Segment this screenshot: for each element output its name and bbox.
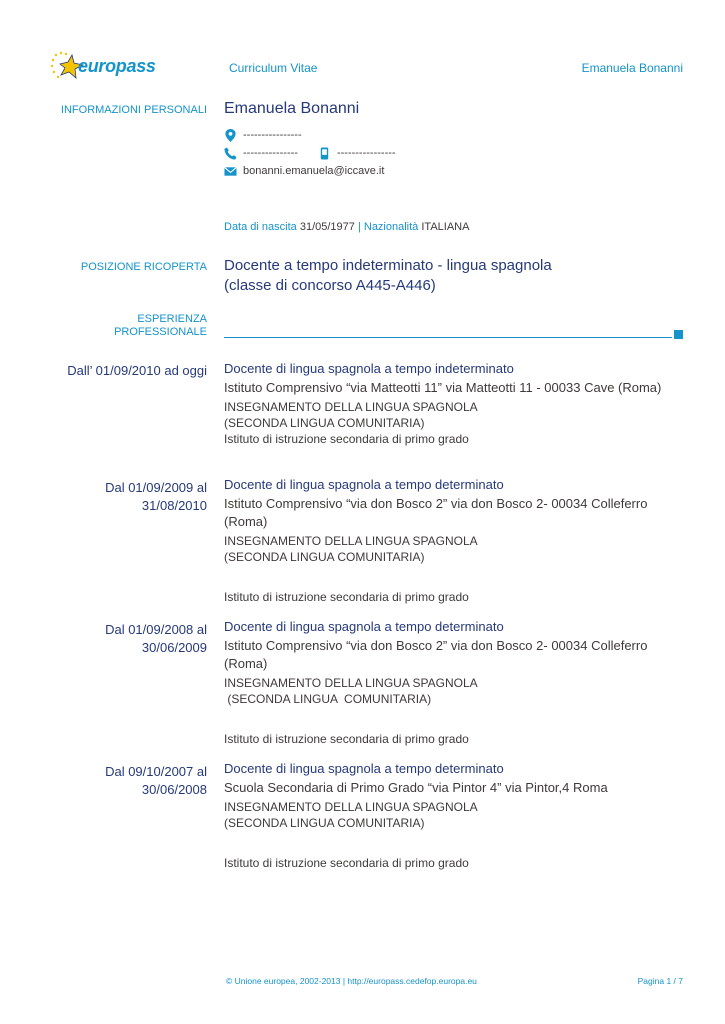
mobile-phone-icon bbox=[318, 147, 331, 160]
footer-page-number: Pagina 1 / 7 bbox=[637, 976, 683, 986]
experience-activity-2: (SECONDA LINGUA COMUNITARIA) bbox=[224, 692, 432, 706]
mobile-value[interactable]: ---------------- bbox=[336, 147, 396, 159]
position-line-1: Docente a tempo indeterminato - lingua spagnola bbox=[224, 257, 552, 274]
experience-sector: Istituto di istruzione secondaria di primo grado bbox=[224, 732, 469, 746]
position-label: POSIZIONE RICOPERTA bbox=[80, 261, 207, 273]
email-value[interactable]: bonanni.emanuela@iccave.it bbox=[243, 165, 385, 177]
experience-employer: Istituto Comprensivo “via don Bosco 2” via don Bosco 2- 00034 Colleferro (Roma) bbox=[224, 496, 648, 529]
experience-label bbox=[114, 313, 207, 339]
header-name: Emanuela Bonanni bbox=[581, 61, 683, 75]
personal-name: Emanuela Bonanni bbox=[224, 100, 360, 117]
experience-activity-2: (SECONDA LINGUA COMUNITARIA) bbox=[224, 416, 425, 430]
nationality-label: Nazionalità bbox=[363, 221, 419, 233]
section-divider-square bbox=[674, 330, 683, 339]
experience-role: Docente di lingua spagnola a tempo determinato bbox=[224, 619, 504, 634]
section-divider bbox=[224, 337, 672, 338]
phone-icon bbox=[224, 147, 237, 160]
experience-1-date: Dall’ 01/09/2010 ad oggi bbox=[67, 363, 207, 378]
address-value: ---------------- bbox=[243, 129, 302, 141]
experience-2-date: Dal 01/09/2009 al 31/08/2010 bbox=[105, 480, 207, 513]
experience-activity-1: INSEGNAMENTO DELLA LINGUA SPAGNOLA bbox=[224, 400, 478, 414]
experience-2 bbox=[224, 476, 694, 605]
address-row bbox=[224, 128, 694, 142]
experience-sector: Istituto di istruzione secondaria di primo grado bbox=[224, 856, 469, 870]
experience-sector: Istituto di istruzione secondaria di primo grado bbox=[224, 432, 469, 446]
phone-row bbox=[224, 146, 694, 160]
experience-label-line-1: ESPERIENZA bbox=[137, 313, 207, 325]
experience-employer: Scuola Secondaria di Primo Grado “via Pintor 4” via Pintor,4 Roma bbox=[224, 780, 608, 795]
birth-nationality-row bbox=[224, 220, 694, 234]
europass-logo-text: europass bbox=[78, 56, 156, 76]
birth-value: 31/05/1977 bbox=[299, 221, 355, 233]
birth-label: Data di nascita bbox=[224, 221, 297, 233]
experience-employer: Istituto Comprensivo “via don Bosco 2” via don Bosco 2- 00034 Colleferro (Roma) bbox=[224, 638, 648, 671]
experience-3-date: Dal 01/09/2008 al 30/06/2009 bbox=[105, 622, 207, 655]
experience-role: Docente di lingua spagnola a tempo determinato bbox=[224, 477, 504, 492]
phone-value[interactable]: --------------- bbox=[243, 147, 298, 159]
nationality-value: ITALIANA bbox=[421, 221, 470, 233]
experience-4-date: Dal 09/10/2007 al 30/06/2008 bbox=[105, 764, 207, 797]
experience-activity-2: (SECONDA LINGUA COMUNITARIA) bbox=[224, 550, 425, 564]
experience-activity-2: (SECONDA LINGUA COMUNITARIA) bbox=[224, 816, 425, 830]
location-pin-icon bbox=[224, 129, 237, 142]
personal-info-label: INFORMAZIONI PERSONALI bbox=[60, 104, 207, 116]
experience-1 bbox=[224, 360, 694, 447]
separator: | bbox=[357, 221, 361, 233]
position-title bbox=[224, 256, 694, 296]
europass-logo bbox=[50, 50, 160, 86]
experience-3 bbox=[224, 618, 694, 747]
email-envelope-icon bbox=[224, 165, 237, 178]
experience-employer: Istituto Comprensivo “via Matteotti 11” via Matteotti 11 - 00033 Cave (Roma) bbox=[224, 380, 662, 395]
experience-role: Docente di lingua spagnola a tempo indeterminato bbox=[224, 361, 514, 376]
experience-activity-1: INSEGNAMENTO DELLA LINGUA SPAGNOLA bbox=[224, 676, 478, 690]
email-row bbox=[224, 164, 694, 178]
experience-activity-1: INSEGNAMENTO DELLA LINGUA SPAGNOLA bbox=[224, 800, 478, 814]
experience-sector: Istituto di istruzione secondaria di primo grado bbox=[224, 590, 469, 604]
position-line-2: (classe di concorso A445-A446) bbox=[224, 277, 436, 294]
header-title: Curriculum Vitae bbox=[229, 61, 318, 75]
footer-copyright[interactable]: © Unione europea, 2002-2013 | http://europass.cedefop.europa.eu bbox=[226, 976, 477, 986]
experience-activity-1: INSEGNAMENTO DELLA LINGUA SPAGNOLA bbox=[224, 534, 478, 548]
experience-label-line-2: PROFESSIONALE bbox=[114, 326, 207, 338]
experience-role: Docente di lingua spagnola a tempo determinato bbox=[224, 761, 504, 776]
experience-4 bbox=[224, 760, 694, 871]
